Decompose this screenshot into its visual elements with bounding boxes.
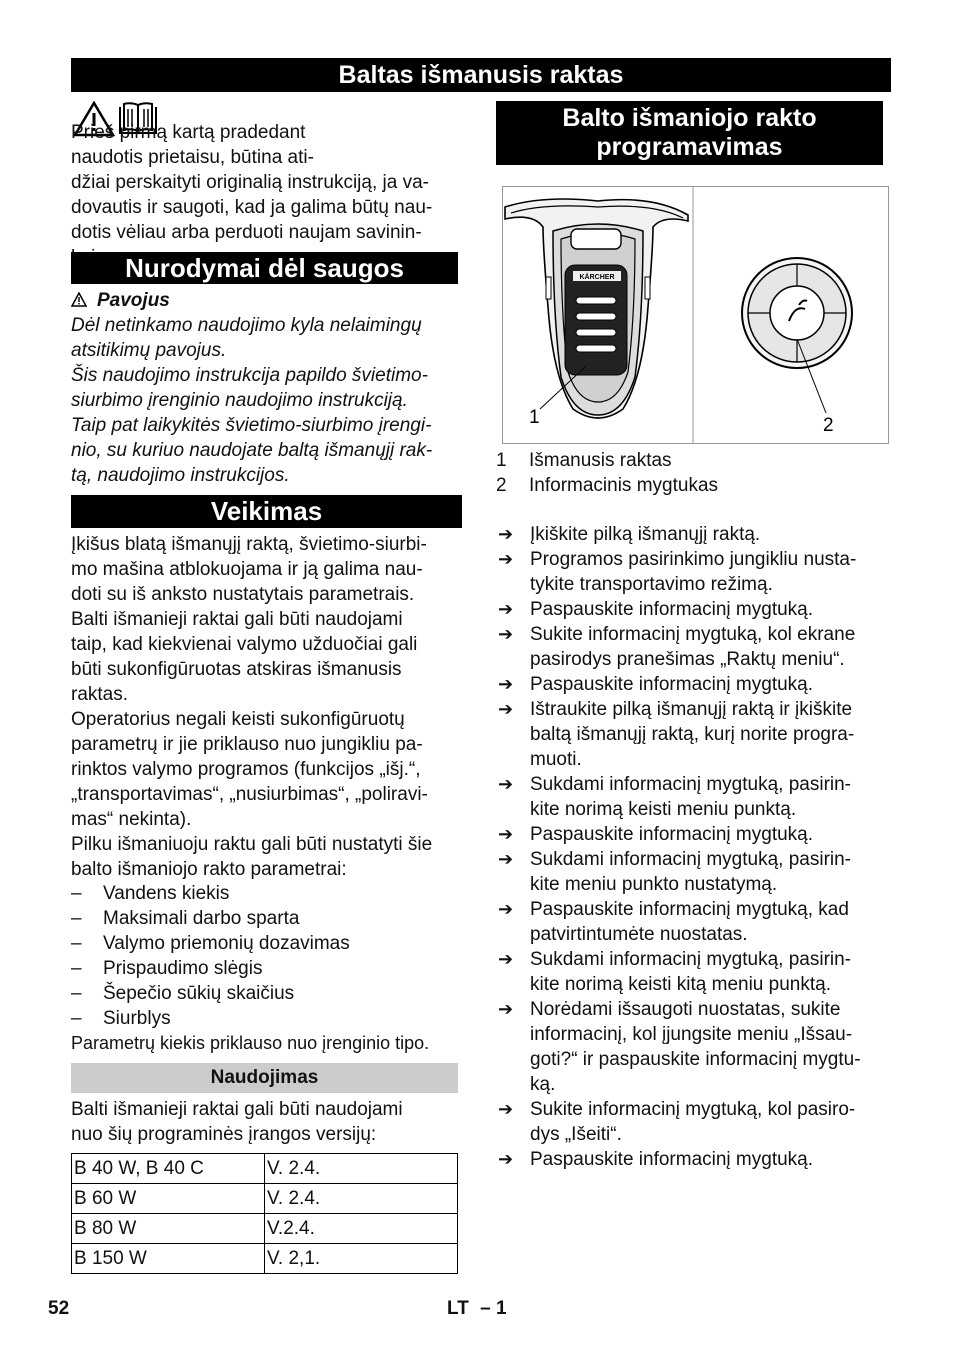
arrow-icon: ➔ (498, 849, 514, 869)
step-text: Norėdami išsaugoti nuostatas, sukite informacinį, kol įjungsite meniu „Išsau- goti?“ ir paspauskite informacinį mygtu- ką. (530, 999, 861, 1095)
model-cell: B 60 W (72, 1184, 265, 1214)
step-text: Sukdami informacinį mygtuką, pasirin- kite norimą keisti meniu punktą. (530, 774, 852, 820)
parameter-text: Siurblys (103, 1008, 171, 1029)
parameter-item (71, 956, 461, 981)
version-cell: V. 2.4. (265, 1184, 458, 1214)
parameter-item (71, 1006, 461, 1031)
parameter-item (71, 906, 461, 931)
page-number: 52 (48, 1298, 70, 1319)
step-text: Paspauskite informacinį mygtuką. (530, 1149, 814, 1170)
footer-language (447, 1298, 507, 1320)
parameter-text: Vandens kiekis (103, 883, 230, 904)
legend-number: 1 (496, 450, 507, 471)
parameters-note: Parametrų kiekis priklauso nuo įrenginio tipo. (71, 1033, 430, 1053)
version-cell: V. 2,1. (265, 1244, 458, 1274)
step-item (498, 947, 890, 997)
step-item (498, 522, 890, 547)
step-text: Sukite informacinį mygtuką, kol pasiro- dys „Išeiti“. (530, 1099, 856, 1145)
danger-icon (71, 288, 97, 313)
step-item (498, 822, 890, 847)
version-cell: V. 2.4. (265, 1154, 458, 1184)
model-cell: B 40 W, B 40 C (72, 1154, 265, 1184)
arrow-icon: ➔ (498, 899, 514, 919)
step-item (498, 997, 890, 1097)
programming-steps (498, 522, 890, 1172)
arrow-icon: ➔ (498, 1149, 514, 1169)
step-item (498, 847, 890, 897)
step-item (498, 1097, 890, 1147)
intro-text (71, 95, 471, 270)
danger-label: Pavojus (97, 290, 170, 311)
arrow-icon: ➔ (498, 549, 514, 569)
step-item (498, 1147, 890, 1172)
list-dash: – (71, 933, 82, 954)
legend-text: Informacinis mygtukas (529, 475, 719, 496)
table-row (72, 1154, 458, 1184)
version-cell: V.2.4. (265, 1214, 458, 1244)
step-text: Programos pasirinkimo jungikliu nusta- tykite transportavimo režimą. (530, 549, 857, 595)
step-item (498, 772, 890, 822)
callout-2: 2 (823, 415, 834, 436)
step-text: Paspauskite informacinį mygtuką. (530, 599, 814, 620)
step-text: Sukdami informacinį mygtuką, pasirin- kite norimą keisti kitą meniu punktą. (530, 949, 852, 995)
arrow-icon: ➔ (498, 624, 514, 644)
list-dash: – (71, 1008, 82, 1029)
parameter-text: Prispaudimo slėgis (103, 958, 263, 979)
legend-text: Išmanusis raktas (529, 450, 672, 471)
legend-item (496, 448, 886, 473)
step-item (498, 622, 890, 672)
arrow-icon: ➔ (498, 774, 514, 794)
callout-1: 1 (529, 407, 540, 428)
safety-heading: Nurodymai dėl saugos (71, 252, 458, 284)
danger-label-row (71, 288, 170, 313)
step-text: Sukdami informacinį mygtuką, pasirin- kite meniu punkto nustatymą. (530, 849, 852, 895)
model-cell: B 80 W (72, 1214, 265, 1244)
table-row (72, 1214, 458, 1244)
page-sub: – 1 (480, 1298, 507, 1319)
list-dash: – (71, 883, 82, 904)
step-item (498, 672, 890, 697)
model-cell: B 150 W (72, 1244, 265, 1274)
parameter-item (71, 931, 461, 956)
main-title: Baltas išmanusis raktas (71, 58, 891, 92)
arrow-icon: ➔ (498, 699, 514, 719)
danger-text: Dėl netinkamo naudojimo kyla nelaimingų atsitikimų pavojus. Šis naudojimo instrukcija papildo švietimo- siurbimo įrenginio naudojimo instrukciją. Taip pat laikykitės švietimo-siurbimo įrengi- nio, su kuriuo naudojate baltą išmanųjį rak- tą, naudojimo instrukcijos. (71, 315, 433, 486)
arrow-icon: ➔ (498, 949, 514, 969)
smart-key-figure (502, 186, 889, 444)
step-item (498, 897, 890, 947)
step-text: Sukite informacinį mygtuką, kol ekrane pasirodys pranešimas „Raktų meniu“. (530, 624, 856, 670)
step-item (498, 597, 890, 622)
arrow-icon: ➔ (498, 599, 514, 619)
step-text: Paspauskite informacinį mygtuką. (530, 824, 814, 845)
programming-heading (496, 101, 883, 165)
operation-text: Įkišus blatą išmanųjį raktą, švietimo-siurbi- mo mašina atblokuojama ir ją galima nau- doti su iš anksto nustatytais parametrais. Balti išmanieji raktai gali būti naudojami taip, kad kiekvienai valymo užduočiai gali būti sukonfigūruotas atskiras išmanusis raktas. Operatorius negali keisti sukonfigūruotų parametrų ir jie priklauso nuo jungikliu pa- rinktos valymo programos (funkcijos „išj.“, „transportavimas“, „nusiurbimas“, „poliravi- mas“ nekinta). Pilku išmaniuoju raktu gali būti nustatyti šie balto išmaniojo rakto parametrai: (71, 534, 433, 880)
arrow-icon: ➔ (498, 999, 514, 1019)
parameter-item (71, 981, 461, 1006)
programming-heading-line2: programavimas (596, 133, 783, 161)
intro-text-content: Prieš pirmą kartą pradedant naudotis prietaisu, būtina ati- džiai perskaityti originalią instrukciją, ja va- dovautis ir saugoti, kad ja galima būtų nau- dotis vėliau arba perduoti naujam savinin- (71, 122, 433, 243)
parameter-text: Maksimali darbo sparta (103, 908, 300, 929)
parameter-item (71, 881, 461, 906)
usage-heading: Naudojimas (71, 1063, 458, 1093)
step-text: Paspauskite informacinį mygtuką, kad patvirtintumėte nuostatas. (530, 899, 849, 945)
programming-heading-line1: Balto išmaniojo rakto (562, 104, 817, 132)
parameter-text: Valymo priemonių dozavimas (103, 933, 350, 954)
arrow-icon: ➔ (498, 824, 514, 844)
operation-heading: Veikimas (71, 495, 462, 528)
step-item (498, 547, 890, 597)
usage-text: Balti išmanieji raktai gali būti naudojami nuo šių programinės įrangos versijų: (71, 1099, 403, 1145)
step-text: Įkiškite pilką išmanųjį raktą. (530, 524, 761, 545)
key-brand-label: KÄRCHER (579, 274, 615, 281)
table-row (72, 1184, 458, 1214)
arrow-icon: ➔ (498, 674, 514, 694)
step-text: Ištraukite pilką išmanųjį raktą ir įkiškite baltą išmanųjį raktą, kurį norite progra- muoti. (530, 699, 855, 770)
step-item (498, 697, 890, 772)
list-dash: – (71, 958, 82, 979)
arrow-icon: ➔ (498, 524, 514, 544)
figure-legend (496, 448, 886, 498)
parameter-text: Šepečio sūkių skaičius (103, 983, 295, 1004)
list-dash: – (71, 983, 82, 1004)
arrow-icon: ➔ (498, 1099, 514, 1119)
legend-item (496, 473, 886, 498)
list-dash: – (71, 908, 82, 929)
language-code: LT (447, 1298, 469, 1319)
parameters-list (71, 881, 461, 1031)
table-row (72, 1244, 458, 1274)
legend-number: 2 (496, 475, 507, 496)
version-table (71, 1153, 458, 1274)
step-text: Paspauskite informacinį mygtuką. (530, 674, 814, 695)
